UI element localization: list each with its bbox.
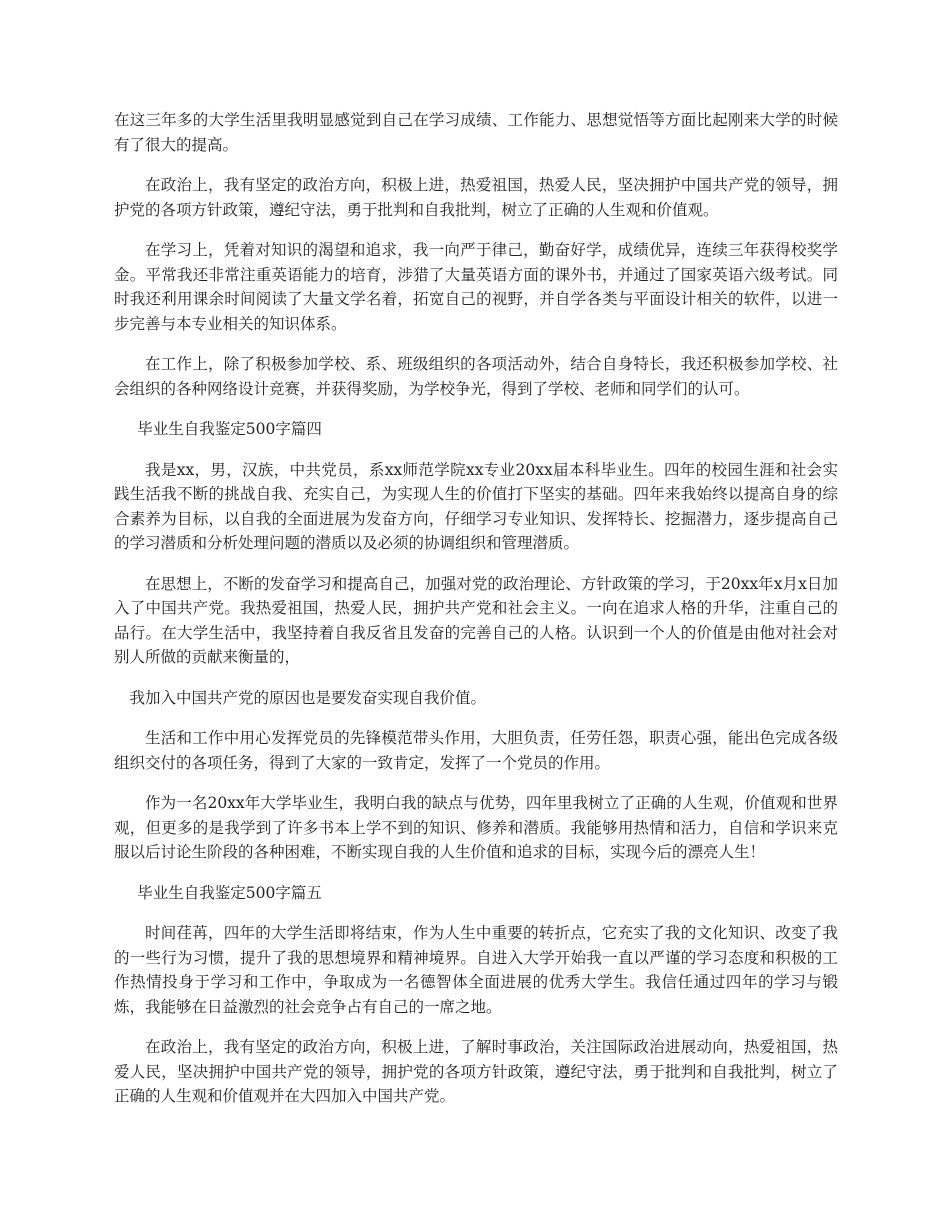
paragraph-politics: 在政治上，我有坚定的政治方向，积极上进，热爱祖国，热爱人民，坚决拥护中国共产党的领导，拥护党的各项方针政策，遵纪守法，勇于批判和自我批判，树立了正确的人生观和价值观。 [114,176,838,219]
paragraph-thought: 在思想上，不断的发奋学习和提高自己，加强对党的政治理论、方针政策的学习，于20xx年x月x日加入了中国共产党。我热爱祖国，热爱人民，拥护共产党和社会主义。一向在追求人格的升华，注重自己的品行。在大学生活中，我坚持着自我反省且发奋的完善自己的人格。认识到一个人的价值是由他对社会对别人所做的贡献来衡量的， [114,574,838,666]
paragraph-life-work: 生活和工作中用心发挥党员的先锋模范带头作用，大胆负责，任劳任怨，职责心强，能出色完成各级组织交付的各项任务，得到了大家的一致肯定，发挥了一个党员的作用。 [114,729,838,772]
paragraph-work: 在工作上，除了积极参加学校、系、班级组织的各项活动外，结合自身特长，我还积极参加学校、社会组织的各种网络设计竞赛，并获得奖励，为学校争光，得到了学校、老师和同学们的认可。 [114,355,838,398]
paragraph-self-introduction: 我是xx，男，汉族，中共党员，系xx师范学院xx专业20xx届本科毕业生。四年的校园生涯和社会实践生活我不断的挑战自我、充实自己，为实现人生的价值打下坚实的基础。四年来我始终以提高自身的综合素养为目标，以自我的全面进展为发奋方向，仔细学习专业知识、发挥特长、挖掘潜力，逐步提高自己的学习潜质和分析处理问题的潜质以及必须的协调组织和管理潜质。 [114,460,838,552]
paragraph-intro: 在这三年多的大学生活里我明显感觉到自己在学习成绩、工作能力、思想觉悟等方面比起刚来大学的时候有了很大的提高。 [114,111,838,154]
section-heading-part-five: 毕业生自我鉴定500字篇五 [137,883,322,902]
paragraph-politics-two: 在政治上，我有坚定的政治方向，积极上进，了解时事政治，关注国际政治进展动向，热爱祖国，热爱人民，坚决拥护中国共产党的领导，拥护党的各项方针政策，遵纪守法，勇于批判和自我批判，树立了正确的人生观和价值观并在大四加入中国共产党。 [114,1038,838,1105]
paragraph-party-reason: 我加入中国共产党的原因也是要发奋实现自我价值。 [129,688,487,707]
paragraph-time: 时间荏苒，四年的大学生活即将结束，作为人生中重要的转折点，它充实了我的文化知识、改变了我的一些行为习惯，提升了我的思想境界和精神境界。自进入大学开始我一直以严谨的学习态度和积极的工作热情投身于学习和工作中，争取成为一名德智体全面进展的优秀大学生。我信任通过四年的学习与锻炼，我能够在日益激烈的社会竞争占有自己的一席之地。 [114,924,838,1016]
section-heading-part-four: 毕业生自我鉴定500字篇四 [137,420,322,438]
paragraph-study: 在学习上，凭着对知识的渴望和追求，我一向严于律己，勤奋好学，成绩优异，连续三年获得校奖学金。平常我还非常注重英语能力的培育，涉猎了大量英语方面的课外书，并通过了国家英语六级考试。同时我还利用课余时间阅读了大量文学名着，拓宽自己的视野，并自学各类与平面设计相关的软件，以进一步完善与本专业相关的知识体系。 [114,241,838,333]
paragraph-graduate: 作为一名20xx年大学毕业生，我明白我的缺点与优势，四年里我树立了正确的人生观，价值观和世界观，但更多的是我学到了许多书本上学不到的知识、修养和潜质。我能够用热情和活力，自信和学识来克服以后讨论生阶段的各种困难，不断实现自我的人生价值和追求的目标，实现今后的漂亮人生！ [114,794,838,861]
